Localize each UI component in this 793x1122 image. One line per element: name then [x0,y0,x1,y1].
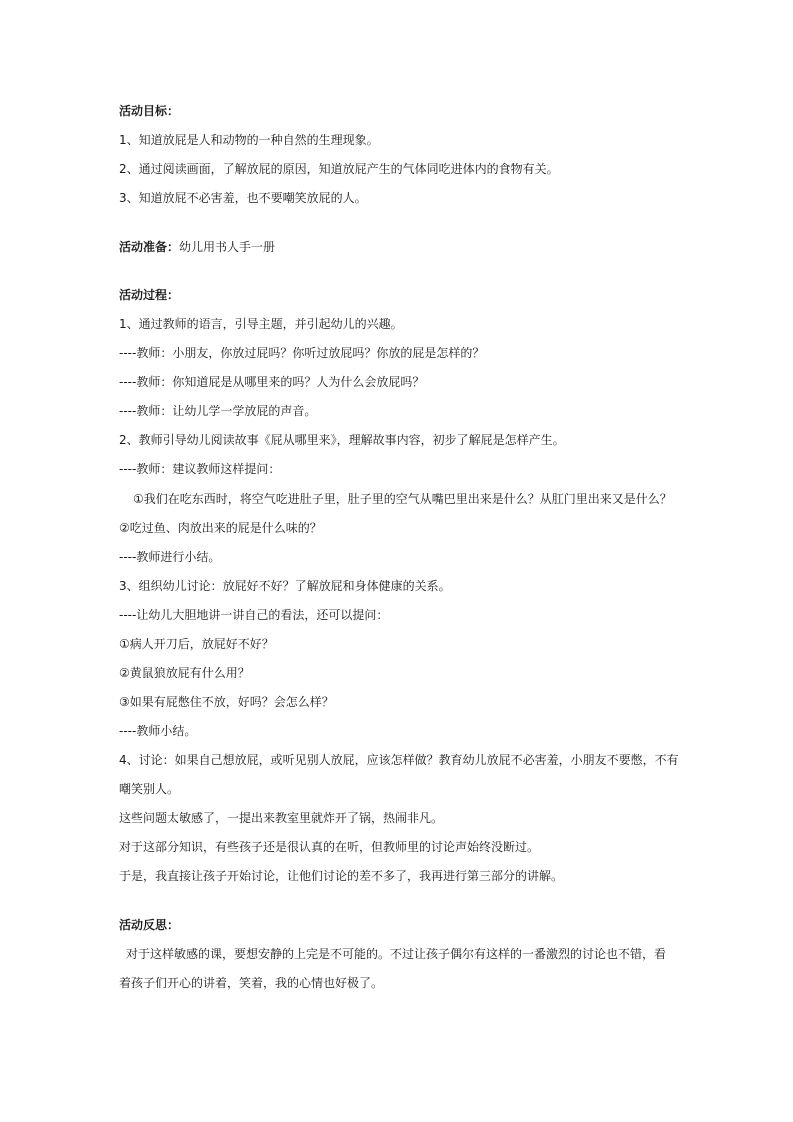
process-line: ----教师进行小结。 [119,550,221,564]
process-line: 2、教师引导幼儿阅读故事《屁从哪里来》，理解故事内容，初步了解屁是怎样产生。 [119,433,565,447]
process-line: ②黄鼠狼放屁有什么用？ [119,666,250,680]
process-line: 1、通过教师的语言，引导主题，并引起幼儿的兴趣。 [119,317,403,331]
process-line: 3、组织幼儿讨论：放屁好不好？了解放屁和身体健康的关系。 [119,579,451,593]
goal-item: 1、知道放屁是人和动物的一种自然的生理现象。 [119,133,379,147]
process-line: 嘲笑别人。 [119,782,180,796]
process-line: ①我们在吃东西时，将空气吃进肚子里，肚子里的空气从嘴巴里出来是什么？从肛门里出来又是什么？ [133,492,672,506]
process-line: ----教师：小朋友，你放过屁吗？你听过放屁吗？你放的屁是怎样的？ [119,346,485,360]
goal-item: 2、通过阅读画面，了解放屁的原因，知道放屁产生的气体同吃进体内的食物有关。 [119,162,559,176]
process-line: ----教师：你知道屁是从哪里来的吗？人为什么会放屁吗？ [119,375,425,389]
process-line: ②吃过鱼、肉放出来的屁是什么味的？ [119,521,322,535]
process-line: ----教师：建议教师这样提问： [119,462,281,476]
process-line: 对于这部分知识，有些孩子还是很认真的在听，但教师里的讨论声始终没断过。 [119,840,540,854]
process-line: 于是，我直接让孩子开始讨论，让他们讨论的差不多了，我再进行第三部分的讲解。 [119,869,564,883]
process-line: ①病人开刀后，放屁好不好？ [119,637,274,651]
goal-item: 3、知道放屁不必害羞，也不要嘲笑放屁的人。 [119,191,367,205]
process-heading: 活动过程： [119,288,180,302]
process-line: ----教师小结。 [119,724,197,738]
prep-label: 活动准备： [119,240,180,254]
prep-text: 幼儿用书人手一册 [179,240,276,254]
reflection-line: 着孩子们开心的讲着，笑着，我的心情也好极了。 [119,976,384,990]
process-line: 这些问题太敏感了，一提出来教室里就炸开了锅，热闹非凡。 [119,811,444,825]
process-line: 4、讨论：如果自己想放屁，或听见别人放屁，应该怎样做？教育幼儿放屁不必害羞，小朋友不要憋，不有 [119,753,679,767]
process-line: ③如果有屁憋住不放，好吗？会怎么样？ [119,695,334,709]
process-line: ----让幼儿大胆地讲一讲自己的看法，还可以提问： [119,608,389,622]
prep-line [119,239,275,255]
reflection-heading: 活动反思： [119,918,180,932]
goals-heading: 活动目标： [119,104,180,118]
process-line: ----教师：让幼儿学一学放屁的声音。 [119,404,317,418]
reflection-line: 对于这样敏感的课，要想安静的上完是不可能的。不过让孩子偶尔有这样的一番激烈的讨论也不错，看 [126,947,667,961]
